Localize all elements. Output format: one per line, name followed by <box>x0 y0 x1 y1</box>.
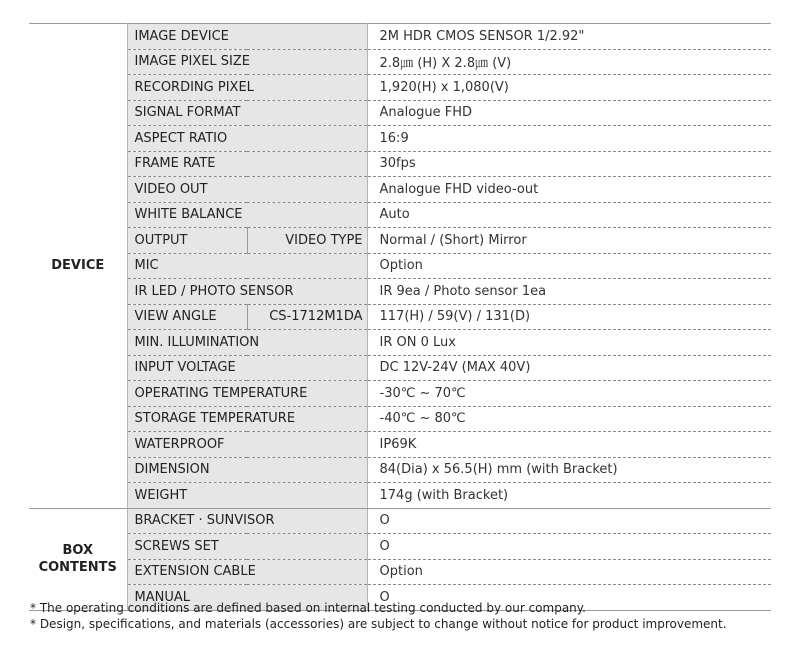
spec-value: 2.8㎛ (H) X 2.8㎛ (V) <box>367 49 771 75</box>
spec-value: Auto <box>367 202 771 228</box>
spec-value: Normal / (Short) Mirror <box>367 228 771 254</box>
spec-label: INPUT VOLTAGE <box>127 355 367 381</box>
spec-label: WATERPROOF <box>127 432 367 458</box>
table-row <box>29 534 771 560</box>
spec-label: SCREWS SET <box>127 534 367 560</box>
table-row <box>29 508 771 534</box>
spec-table-body <box>29 24 771 611</box>
category-box-contents: BOX CONTENTS <box>29 508 127 610</box>
spec-value: Analogue FHD <box>367 100 771 126</box>
category-device: DEVICE <box>29 24 127 509</box>
table-row <box>29 381 771 407</box>
spec-label: BRACKET · SUNVISOR <box>127 508 367 534</box>
spec-value: IR ON 0 Lux <box>367 330 771 356</box>
spec-table <box>29 23 771 611</box>
spec-label: SIGNAL FORMAT <box>127 100 367 126</box>
table-row <box>29 355 771 381</box>
spec-sublabel: CS-1712M1DA <box>247 304 367 330</box>
footnote: * Design, specifications, and materials (accessories) are subject to change without notice for product improvement. <box>30 617 727 631</box>
spec-label: RECORDING PIXEL <box>127 75 367 101</box>
spec-value: 2M HDR CMOS SENSOR 1/2.92" <box>367 24 771 50</box>
spec-label: OUTPUT <box>127 228 247 254</box>
spec-value: DC 12V-24V (MAX 40V) <box>367 355 771 381</box>
spec-value: IP69K <box>367 432 771 458</box>
spec-label: MIN. ILLUMINATION <box>127 330 367 356</box>
spec-value: O <box>367 585 771 611</box>
spec-value: 84(Dia) x 56.5(H) mm (with Bracket) <box>367 457 771 483</box>
spec-value: -30℃ ~ 70℃ <box>367 381 771 407</box>
spec-label: MIC <box>127 253 367 279</box>
spec-label: IMAGE PIXEL SIZE <box>127 49 367 75</box>
spec-value: 16:9 <box>367 126 771 152</box>
table-row <box>29 330 771 356</box>
spec-label: IR LED / PHOTO SENSOR <box>127 279 367 305</box>
table-row <box>29 177 771 203</box>
spec-label: WHITE BALANCE <box>127 202 367 228</box>
spec-label: IMAGE DEVICE <box>127 24 367 50</box>
table-row <box>29 457 771 483</box>
spec-value: 174g (with Bracket) <box>367 483 771 509</box>
table-row <box>29 304 771 330</box>
spec-value: 30fps <box>367 151 771 177</box>
table-row <box>29 559 771 585</box>
spec-value: Option <box>367 559 771 585</box>
table-row <box>29 100 771 126</box>
footnote: * The operating conditions are defined based on internal testing conducted by our company. <box>30 601 586 615</box>
spec-label: WEIGHT <box>127 483 367 509</box>
table-row <box>29 49 771 75</box>
spec-label: MANUAL <box>127 585 367 611</box>
table-row <box>29 24 771 50</box>
spec-value: -40℃ ~ 80℃ <box>367 406 771 432</box>
table-row <box>29 483 771 509</box>
spec-label: VIDEO OUT <box>127 177 367 203</box>
table-row <box>29 228 771 254</box>
table-row <box>29 432 771 458</box>
table-row <box>29 151 771 177</box>
spec-value: IR 9ea / Photo sensor 1ea <box>367 279 771 305</box>
spec-label: ASPECT RATIO <box>127 126 367 152</box>
table-row <box>29 253 771 279</box>
spec-label: STORAGE TEMPERATURE <box>127 406 367 432</box>
spec-value: Analogue FHD video-out <box>367 177 771 203</box>
spec-value: O <box>367 508 771 534</box>
table-row <box>29 406 771 432</box>
spec-label: OPERATING TEMPERATURE <box>127 381 367 407</box>
footnotes <box>30 600 727 632</box>
table-row <box>29 279 771 305</box>
spec-value: 117(H) / 59(V) / 131(D) <box>367 304 771 330</box>
spec-label: FRAME RATE <box>127 151 367 177</box>
spec-value: O <box>367 534 771 560</box>
spec-label: VIEW ANGLE <box>127 304 247 330</box>
table-row <box>29 202 771 228</box>
spec-label: EXTENSION CABLE <box>127 559 367 585</box>
table-row <box>29 126 771 152</box>
spec-sublabel: VIDEO TYPE <box>247 228 367 254</box>
spec-label: DIMENSION <box>127 457 367 483</box>
spec-value: Option <box>367 253 771 279</box>
table-row <box>29 75 771 101</box>
spec-value: 1,920(H) x 1,080(V) <box>367 75 771 101</box>
